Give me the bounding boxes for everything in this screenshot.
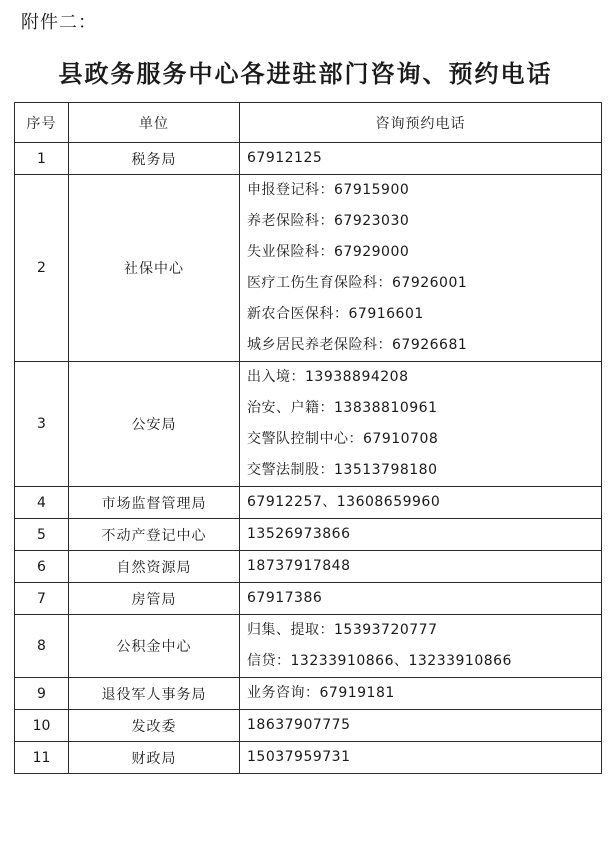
table-row [15,615,602,678]
row-phone-list [240,487,602,519]
row-serial-number: 4 [15,487,69,519]
header-phone: 咨询预约电话 [240,103,602,143]
phone-entry: 67912257、13608659960 [247,494,441,510]
contact-table [14,102,602,774]
phone-entry: 归集、提取：15393720777 [247,622,438,638]
row-phone-list [240,143,602,175]
row-phone-list [240,583,602,615]
phone-entry: 出入境：13938894208 [247,369,409,385]
phone-entry: 医疗工伤生育保险科：67926001 [247,275,468,291]
attachment-label: 附件二： [21,12,97,33]
row-serial-number: 10 [15,710,69,742]
phone-entry: 交警法制股：13513798180 [247,462,438,478]
table-row [15,175,602,362]
row-serial-number: 8 [15,615,69,678]
table-row [15,519,602,551]
document-title: 县政务服务中心各进驻部门咨询、预约电话 [58,60,553,88]
table-row [15,678,602,710]
phone-entry: 交警队控制中心：67910708 [247,431,439,447]
row-unit-name: 公积金中心 [69,615,240,678]
row-phone-list [240,742,602,774]
phone-entry: 67912125 [247,150,323,166]
phone-entry: 18637907775 [247,717,351,733]
table-row [15,143,602,175]
phone-entry: 18737917848 [247,558,351,574]
phone-entry: 业务咨询：67919181 [247,685,395,701]
row-serial-number: 6 [15,551,69,583]
table-row [15,487,602,519]
row-phone-list [240,678,602,710]
row-unit-name: 市场监督管理局 [69,487,240,519]
phone-entry: 新农合医保科：67916601 [247,306,424,322]
row-phone-list [240,710,602,742]
row-serial-number: 3 [15,362,69,487]
row-phone-list [240,175,602,362]
row-serial-number: 9 [15,678,69,710]
row-unit-name: 社保中心 [69,175,240,362]
table-row [15,583,602,615]
phone-entry: 养老保险科：67923030 [247,213,410,229]
row-phone-list [240,551,602,583]
row-serial-number: 2 [15,175,69,362]
table-row [15,551,602,583]
header-serial-number: 序号 [15,103,69,143]
table-row [15,742,602,774]
row-unit-name: 不动产登记中心 [69,519,240,551]
row-serial-number: 11 [15,742,69,774]
table-row [15,710,602,742]
row-unit-name: 财政局 [69,742,240,774]
table-body [15,143,602,774]
phone-entry: 信贷：13233910866、13233910866 [247,653,512,669]
row-unit-name: 税务局 [69,143,240,175]
phone-entry: 15037959731 [247,749,351,765]
phone-entry: 申报登记科：67915900 [247,182,410,198]
row-phone-list [240,615,602,678]
row-serial-number: 1 [15,143,69,175]
row-serial-number: 5 [15,519,69,551]
row-phone-list [240,519,602,551]
row-unit-name: 自然资源局 [69,551,240,583]
row-unit-name: 发改委 [69,710,240,742]
table-header-row [15,103,602,143]
header-unit: 单位 [69,103,240,143]
row-phone-list [240,362,602,487]
phone-entry: 城乡居民养老保险科：67926681 [247,337,468,353]
row-serial-number: 7 [15,583,69,615]
row-unit-name: 房管局 [69,583,240,615]
phone-entry: 13526973866 [247,526,351,542]
phone-entry: 67917386 [247,590,323,606]
phone-entry: 失业保险科：67929000 [247,244,410,260]
row-unit-name: 公安局 [69,362,240,487]
table-row [15,362,602,487]
row-unit-name: 退役军人事务局 [69,678,240,710]
phone-entry: 治安、户籍：13838810961 [247,400,438,416]
